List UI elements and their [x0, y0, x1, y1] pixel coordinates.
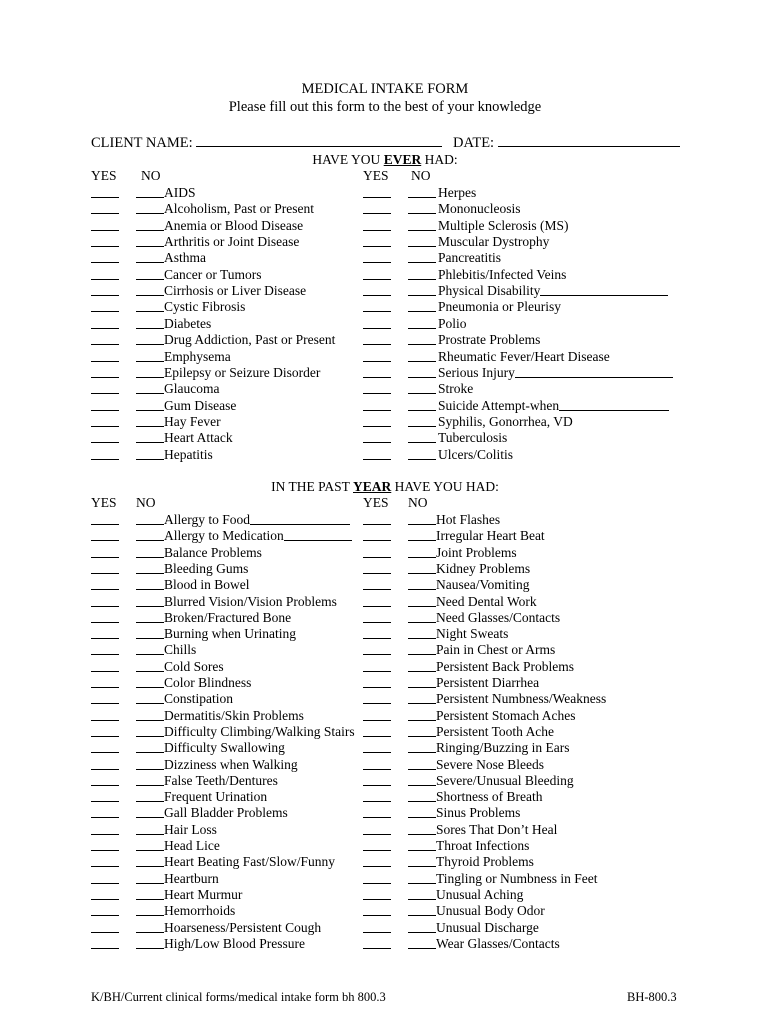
date-label: DATE:: [453, 135, 495, 151]
year_section-left-yes-blank[interactable]: [91, 899, 119, 900]
ever_section-left-yes-blank[interactable]: [91, 262, 119, 263]
year_section-left-no-blank[interactable]: [136, 638, 164, 639]
year_section-right-no-blank[interactable]: [408, 720, 436, 721]
ever_section-right-yes-blank[interactable]: [363, 311, 391, 312]
year_section-right-yes-blank[interactable]: [363, 801, 391, 802]
year_section-right-no-blank[interactable]: [408, 557, 436, 558]
year-yes-header-right: YES: [363, 495, 389, 510]
ever_section-left-yes-blank[interactable]: [91, 393, 119, 394]
left-condition-label: Gum Disease: [164, 397, 237, 413]
ever_section-left-yes-blank[interactable]: [91, 328, 119, 329]
right-condition-label: Night Sweats: [436, 626, 509, 642]
ever-yes-header-right: YES: [363, 168, 389, 183]
year_section-right-yes-blank[interactable]: [363, 654, 391, 655]
year_section-right-no-blank[interactable]: [408, 654, 436, 655]
year_section-left-no-blank[interactable]: [136, 622, 164, 623]
year_section-right-yes-blank[interactable]: [363, 671, 391, 672]
left-condition-label: Hemorrhoids: [164, 903, 236, 919]
year_section-right-no-blank[interactable]: [408, 866, 436, 867]
left-condition-label: Blood in Bowel: [164, 577, 250, 593]
year_section-left-yes-blank[interactable]: [91, 915, 119, 916]
right-condition-label: Nausea/Vomiting: [436, 577, 530, 593]
left-condition-label: Bleeding Gums: [164, 560, 249, 576]
left-condition-label: Cancer or Tumors: [164, 266, 262, 282]
year_section-left-no-blank[interactable]: [136, 687, 164, 688]
year_section-left-no-blank[interactable]: [136, 883, 164, 884]
left-condition-label: Blurred Vision/Vision Problems: [164, 593, 337, 609]
left-condition-label: Arthritis or Joint Disease: [164, 234, 300, 250]
form-title: MEDICAL INTAKE FORM: [301, 81, 469, 97]
right-condition-label: Syphilis, Gonorrhea, VD: [438, 413, 573, 429]
year_section-right-no-blank[interactable]: [408, 801, 436, 802]
ever_section-right-yes-blank[interactable]: [363, 230, 391, 231]
year_section-left-no-blank[interactable]: [136, 899, 164, 900]
year_section-right-yes-blank[interactable]: [363, 785, 391, 786]
right-condition-label: Ulcers/Colitis: [438, 446, 513, 462]
year_section-left-yes-blank[interactable]: [91, 801, 119, 802]
year_section-right-no-blank[interactable]: [408, 850, 436, 851]
ever_section-left-no-blank[interactable]: [136, 230, 164, 231]
year_section-left-yes-blank[interactable]: [91, 817, 119, 818]
left-condition-label: Allergy to Food: [164, 512, 251, 527]
detail-fill-blank[interactable]: [250, 524, 350, 525]
year_section-left-no-blank[interactable]: [136, 671, 164, 672]
year_section-right-no-blank[interactable]: [408, 769, 436, 770]
year_section-left-no-blank[interactable]: [136, 866, 164, 867]
year_section-left-yes-blank[interactable]: [91, 622, 119, 623]
ever_section-left-no-blank[interactable]: [136, 295, 164, 296]
left-condition-label: Burning when Urinating: [164, 626, 296, 642]
year_section-left-yes-blank[interactable]: [91, 638, 119, 639]
year_section-left-no-blank[interactable]: [136, 785, 164, 786]
ever_section-left-no-blank[interactable]: [136, 426, 164, 427]
ever_section-left-yes-blank[interactable]: [91, 213, 119, 214]
year_section-right-yes-blank[interactable]: [363, 606, 391, 607]
ever_section-left-yes-blank[interactable]: [91, 426, 119, 427]
left-condition-label: Glaucoma: [164, 381, 220, 397]
year_section-right-yes-blank[interactable]: [363, 769, 391, 770]
client-name-label: CLIENT NAME:: [91, 135, 193, 151]
year_section-right-no-blank[interactable]: [408, 606, 436, 607]
year_section-left-yes-blank[interactable]: [91, 589, 119, 590]
right-condition-label: Phlebitis/Infected Veins: [438, 266, 567, 282]
ever_section-right-no-blank[interactable]: [408, 344, 436, 345]
ever-no-header: NO: [141, 168, 161, 183]
right-condition-label: Wear Glasses/Contacts: [436, 935, 560, 951]
ever_section-right-no-blank[interactable]: [408, 459, 436, 460]
right-condition-label: Ringing/Buzzing in Ears: [436, 740, 570, 756]
ever-section-heading: HAVE YOU EVER HAD:: [312, 152, 458, 167]
year_section-left-yes-blank[interactable]: [91, 671, 119, 672]
year_section-right-no-blank[interactable]: [408, 589, 436, 590]
ever_section-right-no-blank[interactable]: [408, 197, 436, 198]
year_section-left-no-blank[interactable]: [136, 720, 164, 721]
left-condition-label: Head Lice: [164, 838, 220, 853]
year_section-right-yes-blank[interactable]: [363, 687, 391, 688]
left-condition-label: Broken/Fractured Bone: [164, 609, 292, 625]
ever_section-left-no-blank[interactable]: [136, 213, 164, 214]
right-condition-label: Persistent Stomach Aches: [436, 707, 576, 723]
right-condition-label: Joint Problems: [436, 544, 517, 560]
left-condition-label: Hoarseness/Persistent Cough: [164, 919, 322, 935]
ever_section-left-no-blank[interactable]: [136, 377, 164, 378]
right-condition-label: Sinus Problems: [436, 805, 521, 821]
year_section-left-yes-blank[interactable]: [91, 654, 119, 655]
ever_section-right-yes-blank[interactable]: [363, 197, 391, 198]
ever_section-left-yes-blank[interactable]: [91, 295, 119, 296]
right-condition-label: Shortness of Breath: [436, 789, 543, 805]
year_section-right-yes-blank[interactable]: [363, 948, 391, 949]
ever_section-right-no-blank[interactable]: [408, 328, 436, 329]
year_section-right-yes-blank[interactable]: [363, 589, 391, 590]
year_section-left-yes-blank[interactable]: [91, 932, 119, 933]
year_section-left-no-blank[interactable]: [136, 557, 164, 558]
ever_section-right-yes-blank[interactable]: [363, 213, 391, 214]
left-condition-label: Alcoholism, Past or Present: [164, 201, 314, 217]
year_section-right-no-blank[interactable]: [408, 915, 436, 916]
ever_section-right-no-blank[interactable]: [408, 311, 436, 312]
right-condition-label: Severe/Unusual Bleeding: [436, 772, 574, 788]
year_section-left-no-blank[interactable]: [136, 801, 164, 802]
year_section-left-yes-blank[interactable]: [91, 866, 119, 867]
year_section-left-no-blank[interactable]: [136, 540, 164, 541]
right-condition-label: Irregular Heart Beat: [436, 528, 545, 544]
right-condition-label: Kidney Problems: [436, 560, 531, 576]
year_section-left-yes-blank[interactable]: [91, 736, 119, 737]
ever_section-left-no-blank[interactable]: [136, 262, 164, 263]
right-condition-label: Sores That Don’t Heal: [436, 821, 558, 837]
ever_section-left-yes-blank[interactable]: [91, 344, 119, 345]
ever_section-right-yes-blank[interactable]: [363, 328, 391, 329]
left-condition-label: Color Blindness: [164, 675, 252, 690]
year_section-left-no-blank[interactable]: [136, 654, 164, 655]
year_section-right-no-blank[interactable]: [408, 524, 436, 525]
left-condition-label: False Teeth/Dentures: [164, 772, 278, 788]
ever_section-right-yes-blank[interactable]: [363, 459, 391, 460]
right-condition-label: Unusual Aching: [436, 886, 524, 902]
left-condition-label: Allergy to Medication: [164, 528, 284, 544]
year_section-right-no-blank[interactable]: [408, 638, 436, 639]
ever_section-right-no-blank[interactable]: [408, 279, 436, 280]
right-condition-label: Persistent Tooth Ache: [436, 723, 555, 739]
ever_section-right-no-blank[interactable]: [408, 361, 436, 362]
left-condition-label: Dermatitis/Skin Problems: [164, 707, 304, 723]
year_section-right-yes-blank[interactable]: [363, 703, 391, 704]
ever_section-left-yes-blank[interactable]: [91, 459, 119, 460]
year_section-left-yes-blank[interactable]: [91, 752, 119, 753]
year_section-left-yes-blank[interactable]: [91, 687, 119, 688]
ever_section-right-no-blank[interactable]: [408, 230, 436, 231]
left-condition-label: Dizziness when Walking: [164, 756, 298, 772]
left-condition-label: High/Low Blood Pressure: [164, 935, 305, 951]
right-condition-label: Unusual Body Odor: [436, 903, 545, 919]
form-subtitle: Please fill out this form to the best of your knowledge: [228, 99, 542, 115]
right-condition-label: Thyroid Problems: [436, 854, 534, 870]
ever_section-left-no-blank[interactable]: [136, 311, 164, 312]
left-condition-label: Drug Addiction, Past or Present: [164, 332, 336, 348]
year_section-right-yes-blank[interactable]: [363, 817, 391, 818]
year_section-left-no-blank[interactable]: [136, 573, 164, 574]
right-condition-label: Tuberculosis: [438, 430, 508, 446]
date-field[interactable]: [498, 134, 680, 147]
left-condition-label: Heartburn: [164, 870, 219, 886]
year_section-left-no-blank[interactable]: [136, 524, 164, 525]
ever_section-right-no-blank[interactable]: [408, 262, 436, 263]
ever_section-left-no-blank[interactable]: [136, 328, 164, 329]
left-condition-label: Hay Fever: [164, 413, 221, 429]
ever_section-right-no-blank[interactable]: [408, 295, 436, 296]
left-condition-label: Frequent Urination: [164, 789, 268, 805]
year_section-right-no-blank[interactable]: [408, 883, 436, 884]
year_section-left-yes-blank[interactable]: [91, 606, 119, 607]
year-no-header-right: NO: [408, 495, 428, 510]
year_section-left-no-blank[interactable]: [136, 834, 164, 835]
left-condition-label: Cystic Fibrosis: [164, 299, 246, 315]
year_section-left-no-blank[interactable]: [136, 932, 164, 933]
year_section-right-yes-blank[interactable]: [363, 850, 391, 851]
right-condition-label: Muscular Dystrophy: [438, 234, 550, 250]
year_section-left-no-blank[interactable]: [136, 817, 164, 818]
ever_section-left-yes-blank[interactable]: [91, 361, 119, 362]
year_section-left-yes-blank[interactable]: [91, 703, 119, 704]
year_section-left-no-blank[interactable]: [136, 589, 164, 590]
ever_section-right-yes-blank[interactable]: [363, 361, 391, 362]
year_section-left-yes-blank[interactable]: [91, 573, 119, 574]
year_section-right-no-blank[interactable]: [408, 736, 436, 737]
ever_section-right-yes-blank[interactable]: [363, 442, 391, 443]
ever_section-left-no-blank[interactable]: [136, 197, 164, 198]
ever_section-right-yes-blank[interactable]: [363, 344, 391, 345]
year_section-right-no-blank[interactable]: [408, 540, 436, 541]
right-condition-label: Rheumatic Fever/Heart Disease: [438, 348, 610, 364]
year_section-left-yes-blank[interactable]: [91, 720, 119, 721]
year_section-left-no-blank[interactable]: [136, 752, 164, 753]
right-condition-label: Need Dental Work: [436, 593, 537, 609]
year_section-right-yes-blank[interactable]: [363, 752, 391, 753]
ever_section-right-yes-blank[interactable]: [363, 377, 391, 378]
ever_section-left-no-blank[interactable]: [136, 459, 164, 460]
ever_section-left-yes-blank[interactable]: [91, 197, 119, 198]
left-condition-label: Gall Bladder Problems: [164, 805, 288, 821]
right-condition-label: Pneumonia or Pleurisy: [438, 299, 561, 315]
left-condition-label: Heart Attack: [164, 430, 233, 446]
left-condition-label: Balance Problems: [164, 544, 262, 560]
year_section-left-yes-blank[interactable]: [91, 948, 119, 949]
right-condition-label: Mononucleosis: [438, 201, 521, 217]
year_section-left-yes-blank[interactable]: [91, 540, 119, 541]
year_section-right-no-blank[interactable]: [408, 834, 436, 835]
ever_section-left-no-blank[interactable]: [136, 279, 164, 280]
ever_section-left-yes-blank[interactable]: [91, 442, 119, 443]
left-condition-label: Difficulty Swallowing: [164, 740, 285, 756]
year_section-left-no-blank[interactable]: [136, 915, 164, 916]
year_section-right-yes-blank[interactable]: [363, 720, 391, 721]
right-condition-label: Need Glasses/Contacts: [436, 609, 561, 625]
year_section-left-yes-blank[interactable]: [91, 524, 119, 525]
year_section-right-no-blank[interactable]: [408, 687, 436, 688]
right-condition-label: Suicide Attempt-when: [438, 397, 560, 413]
year_section-right-no-blank[interactable]: [408, 703, 436, 704]
ever_section-right-no-blank[interactable]: [408, 246, 436, 247]
footer-code: BH-800.3: [627, 990, 677, 1004]
detail-fill-blank[interactable]: [559, 410, 669, 411]
ever-yes-header: YES: [91, 168, 117, 183]
right-condition-label: Throat Infections: [436, 838, 530, 853]
left-condition-label: Constipation: [164, 691, 234, 707]
year_section-right-no-blank[interactable]: [408, 671, 436, 672]
client-name-row: [91, 134, 442, 152]
right-condition-label: Herpes: [438, 185, 477, 200]
year_section-right-no-blank[interactable]: [408, 817, 436, 818]
ever_section-right-no-blank[interactable]: [408, 393, 436, 394]
ever_section-right-yes-blank[interactable]: [363, 426, 391, 427]
left-condition-label: Cirrhosis or Liver Disease: [164, 283, 307, 299]
ever_section-right-yes-blank[interactable]: [363, 279, 391, 280]
left-condition-label: Anemia or Blood Disease: [164, 217, 304, 233]
year_section-left-yes-blank[interactable]: [91, 557, 119, 558]
ever_section-right-no-blank[interactable]: [408, 377, 436, 378]
year_section-right-no-blank[interactable]: [408, 948, 436, 949]
ever_section-right-no-blank[interactable]: [408, 410, 436, 411]
right-condition-label: Prostrate Problems: [438, 332, 541, 348]
right-condition-label: Multiple Sclerosis (MS): [438, 217, 569, 233]
detail-fill-blank[interactable]: [515, 377, 673, 378]
ever_section-right-yes-blank[interactable]: [363, 262, 391, 263]
ever_section-left-no-blank[interactable]: [136, 361, 164, 362]
right-condition-label: Stroke: [438, 381, 474, 397]
ever_section-right-yes-blank[interactable]: [363, 246, 391, 247]
left-condition-label: Cold Sores: [164, 658, 224, 674]
left-condition-label: Heart Murmur: [164, 886, 243, 902]
ever_section-right-no-blank[interactable]: [408, 426, 436, 427]
year_section-right-yes-blank[interactable]: [363, 540, 391, 541]
year_section-left-no-blank[interactable]: [136, 703, 164, 704]
year_section-right-yes-blank[interactable]: [363, 915, 391, 916]
year_section-right-yes-blank[interactable]: [363, 866, 391, 867]
ever_section-left-no-blank[interactable]: [136, 393, 164, 394]
year_section-right-yes-blank[interactable]: [363, 932, 391, 933]
ever-no-header-right: NO: [411, 168, 431, 183]
ever_section-right-yes-blank[interactable]: [363, 295, 391, 296]
right-condition-label: Unusual Discharge: [436, 919, 539, 935]
year-no-header: NO: [136, 495, 156, 510]
ever_section-left-yes-blank[interactable]: [91, 246, 119, 247]
year_section-right-no-blank[interactable]: [408, 785, 436, 786]
year-section-heading: IN THE PAST YEAR HAVE YOU HAD:: [271, 479, 499, 494]
date-row: [453, 134, 680, 152]
year_section-right-yes-blank[interactable]: [363, 638, 391, 639]
year_section-right-no-blank[interactable]: [408, 899, 436, 900]
ever_section-left-no-blank[interactable]: [136, 442, 164, 443]
ever_section-left-yes-blank[interactable]: [91, 410, 119, 411]
ever_section-right-yes-blank[interactable]: [363, 410, 391, 411]
year_section-right-yes-blank[interactable]: [363, 834, 391, 835]
year_section-right-yes-blank[interactable]: [363, 622, 391, 623]
right-condition-label: Physical Disability: [438, 283, 541, 299]
year_section-left-yes-blank[interactable]: [91, 850, 119, 851]
year_section-left-no-blank[interactable]: [136, 606, 164, 607]
year_section-right-yes-blank[interactable]: [363, 557, 391, 558]
year_section-left-yes-blank[interactable]: [91, 785, 119, 786]
ever_section-left-yes-blank[interactable]: [91, 311, 119, 312]
left-condition-label: Emphysema: [164, 348, 231, 364]
ever_section-right-no-blank[interactable]: [408, 442, 436, 443]
year_section-left-no-blank[interactable]: [136, 948, 164, 949]
right-condition-label: Persistent Numbness/Weakness: [436, 691, 607, 707]
right-condition-label: Severe Nose Bleeds: [436, 756, 544, 772]
year_section-left-yes-blank[interactable]: [91, 883, 119, 884]
ever_section-left-yes-blank[interactable]: [91, 279, 119, 280]
right-condition-label: Pancreatitis: [438, 250, 501, 266]
right-condition-label: Pain in Chest or Arms: [436, 642, 556, 658]
year_section-right-yes-blank[interactable]: [363, 573, 391, 574]
ever_section-left-no-blank[interactable]: [136, 246, 164, 247]
left-condition-label: AIDS: [164, 185, 196, 200]
year_section-right-yes-blank[interactable]: [363, 524, 391, 525]
detail-fill-blank[interactable]: [540, 295, 668, 296]
year_section-right-no-blank[interactable]: [408, 752, 436, 753]
right-condition-label: Tingling or Numbness in Feet: [436, 870, 598, 886]
left-condition-label: Difficulty Climbing/Walking Stairs: [164, 723, 355, 739]
right-condition-label: Persistent Back Problems: [436, 658, 574, 674]
detail-fill-blank[interactable]: [284, 540, 352, 541]
left-condition-label: Chills: [164, 642, 197, 658]
right-condition-label: Polio: [438, 315, 467, 331]
right-condition-label: Serious Injury: [438, 364, 515, 380]
year_section-right-no-blank[interactable]: [408, 622, 436, 623]
year_section-right-yes-blank[interactable]: [363, 883, 391, 884]
left-condition-label: Epilepsy or Seizure Disorder: [164, 364, 321, 380]
left-condition-label: Hepatitis: [164, 446, 213, 462]
year_section-left-yes-blank[interactable]: [91, 834, 119, 835]
year-yes-header: YES: [91, 495, 117, 510]
ever_section-left-yes-blank[interactable]: [91, 230, 119, 231]
year_section-right-yes-blank[interactable]: [363, 899, 391, 900]
year_section-left-yes-blank[interactable]: [91, 769, 119, 770]
year_section-right-no-blank[interactable]: [408, 932, 436, 933]
ever_section-left-no-blank[interactable]: [136, 410, 164, 411]
left-condition-label: Heart Beating Fast/Slow/Funny: [164, 854, 335, 870]
ever_section-left-yes-blank[interactable]: [91, 377, 119, 378]
footer-path: K/BH/Current clinical forms/medical intake form bh 800.3: [91, 990, 386, 1004]
year_section-left-no-blank[interactable]: [136, 850, 164, 851]
year_section-right-no-blank[interactable]: [408, 573, 436, 574]
right-condition-label: Persistent Diarrhea: [436, 675, 540, 690]
year_section-left-no-blank[interactable]: [136, 769, 164, 770]
left-condition-label: Asthma: [164, 250, 206, 266]
left-condition-label: Hair Loss: [164, 821, 217, 837]
year_section-right-yes-blank[interactable]: [363, 736, 391, 737]
ever_section-right-no-blank[interactable]: [408, 213, 436, 214]
year_section-left-no-blank[interactable]: [136, 736, 164, 737]
client-name-field[interactable]: [196, 134, 442, 147]
left-condition-label: Diabetes: [164, 315, 212, 331]
ever_section-right-yes-blank[interactable]: [363, 393, 391, 394]
ever_section-left-no-blank[interactable]: [136, 344, 164, 345]
right-condition-label: Hot Flashes: [436, 512, 501, 527]
